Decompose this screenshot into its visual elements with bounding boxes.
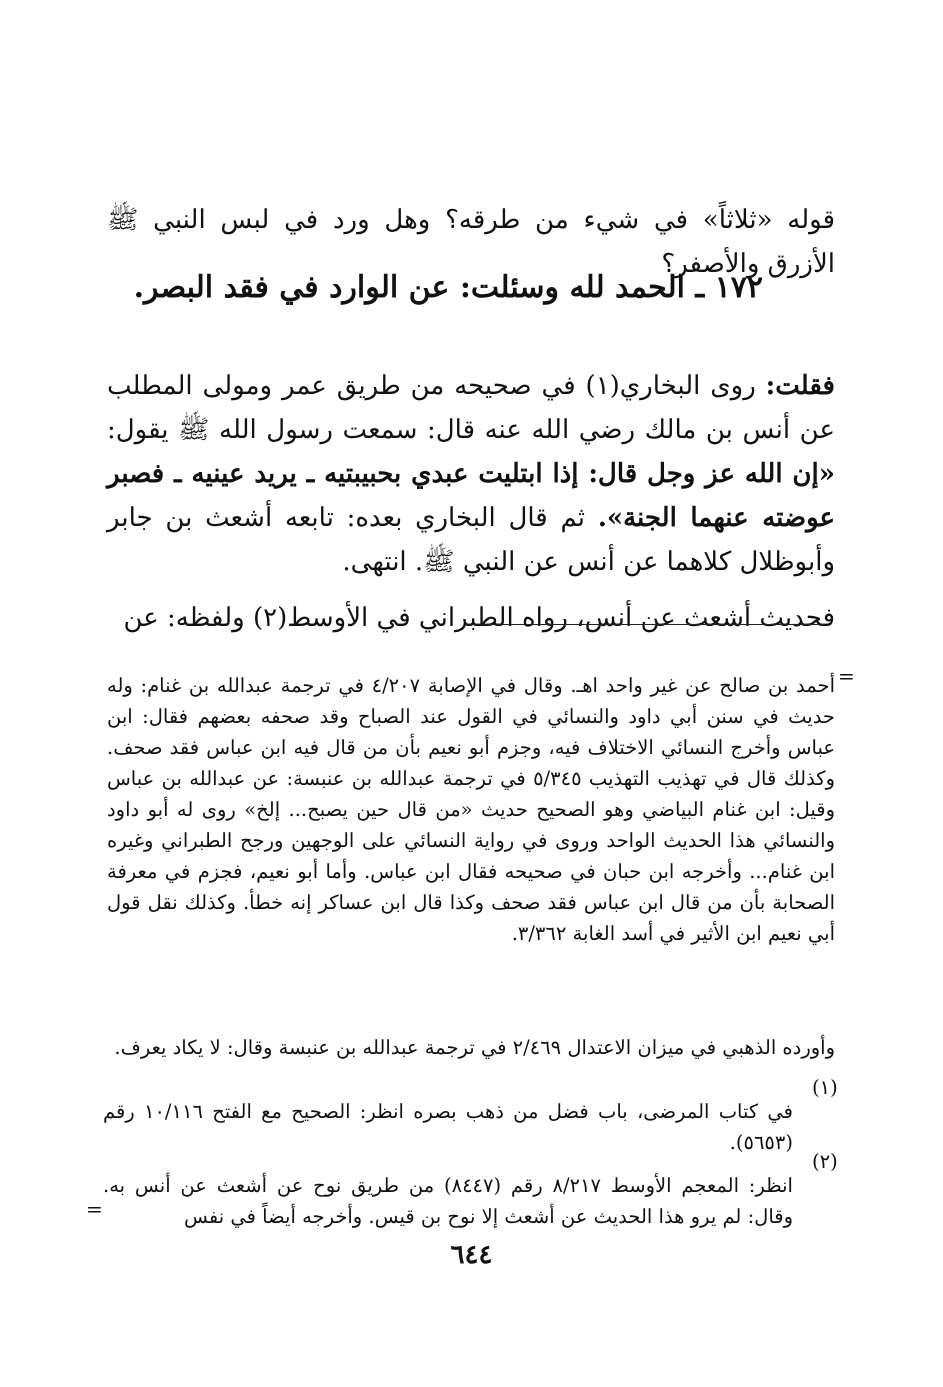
- hadith-quote: «إن الله عز وجل قال: إذا ابتليت عبدي بحبيبتيه ـ يريد عينيه ـ فصبر عوضته عنهما الجنة».: [107, 459, 836, 533]
- second-paragraph: [107, 596, 835, 640]
- footnote-number-1: (١): [812, 1076, 838, 1099]
- intro-text: قوله «ثلاثاً» في شيء من طرقه؟ وهل ورد في لبس النبي ﷺ الأزرق والأصفر؟: [107, 205, 835, 279]
- footnote-1: [103, 1096, 793, 1158]
- footnote-continued-text: أحمد بن صالح عن غير واحد اهـ. وقال في الإصابة ٤/٢٠٧ في ترجمة عبدالله بن غنام: وله حديث في سنن أبي داود والنسائي في القول عند الصباح وقد صحفه بعضهم فقال: ابن عباس وأخرج النسائي الاختلاف فيه، وجزم أبو نعيم بأن من قال فيه ابن عباس فقد صحف. وكذلك قال في تهذيب التهذيب ٥/٣٤٥ في ترجمة عبدالله بن عنبسة: عن عبدالله بن عباس وقيل: ابن غنام البياضي وهو الصحيح حديث «من قال حين يصبح... إلخ» روى له أبو داود والنسائي هذا الحديث الواحد وروى في رواية النسائي على الوجهين ورجح الطبراني وغيره ابن غنام... وأخرجه ابن حبان في صحيحه فقال ابن عباس. وأما أبو نعيم، فجزم في معرفة الصحابة بأن من قال ابن عباس فقد صحف وكذا قال ابن عساكر إنه خطأ. وكذلك نقل قول أبي نعيم ابن الأثير في أسد الغابة ٣/٣٦٢.: [107, 673, 836, 945]
- paragraph-text-c: فحديث أشعث عن أنس، رواه الطبراني في الأوسط(٢) ولفظه: عن: [123, 603, 835, 633]
- footnote-continued-2: [107, 1032, 835, 1063]
- body-paragraph: [107, 364, 835, 584]
- continuation-mark-top: =: [838, 664, 855, 688]
- heading-text: ١٧٢ ـ الحمد لله وسئلت: عن الوارد في فقد البصر.: [133, 270, 763, 305]
- footnote-continued-text-2: وأورده الذهبي في ميزان الاعتدال ٢/٤٦٩ في ترجمة عبدالله بن عنبسة وقال: لا يكاد يعرف.: [114, 1035, 835, 1059]
- page-number: ٦٤٤: [450, 1240, 493, 1270]
- lead-word: فقلت:: [765, 371, 835, 401]
- footnote-continued: [107, 670, 835, 949]
- footnote-number-2: (٢): [812, 1150, 838, 1173]
- continuation-mark-bottom: =: [86, 1197, 103, 1221]
- paragraph-text-a: روى البخاري(١) في صحيحه من طريق عمر ومولى المطلب عن أنس بن مالك رضي الله عنه قال: سمعت رسول الله ﷺ يقول:: [107, 371, 835, 445]
- footnote-2: [103, 1170, 793, 1232]
- paragraph-text-b: ثم قال البخاري بعده: تابعه أشعث بن جابر وأبوظلال كلاهما عن أنس عن النبي ﷺ. انتهى.: [107, 503, 835, 577]
- footnote-divider: [466, 624, 824, 625]
- footnote-1-text: في كتاب المرضى، باب فضل من ذهب بصره انظر: الصحيح مع الفتح ١٠/١١٦ رقم (٥٦٥٣).: [103, 1099, 793, 1154]
- section-heading: [134, 270, 763, 305]
- footnote-2-text: انظر: المعجم الأوسط ٨/٢١٧ رقم (٨٤٤٧) من طريق نوح عن أشعث عن أنس به. وقال: لم يرو هذا الحديث عن أشعث إلا نوح بن قيس. وأخرجه أيضاً في نفس: [103, 1173, 793, 1228]
